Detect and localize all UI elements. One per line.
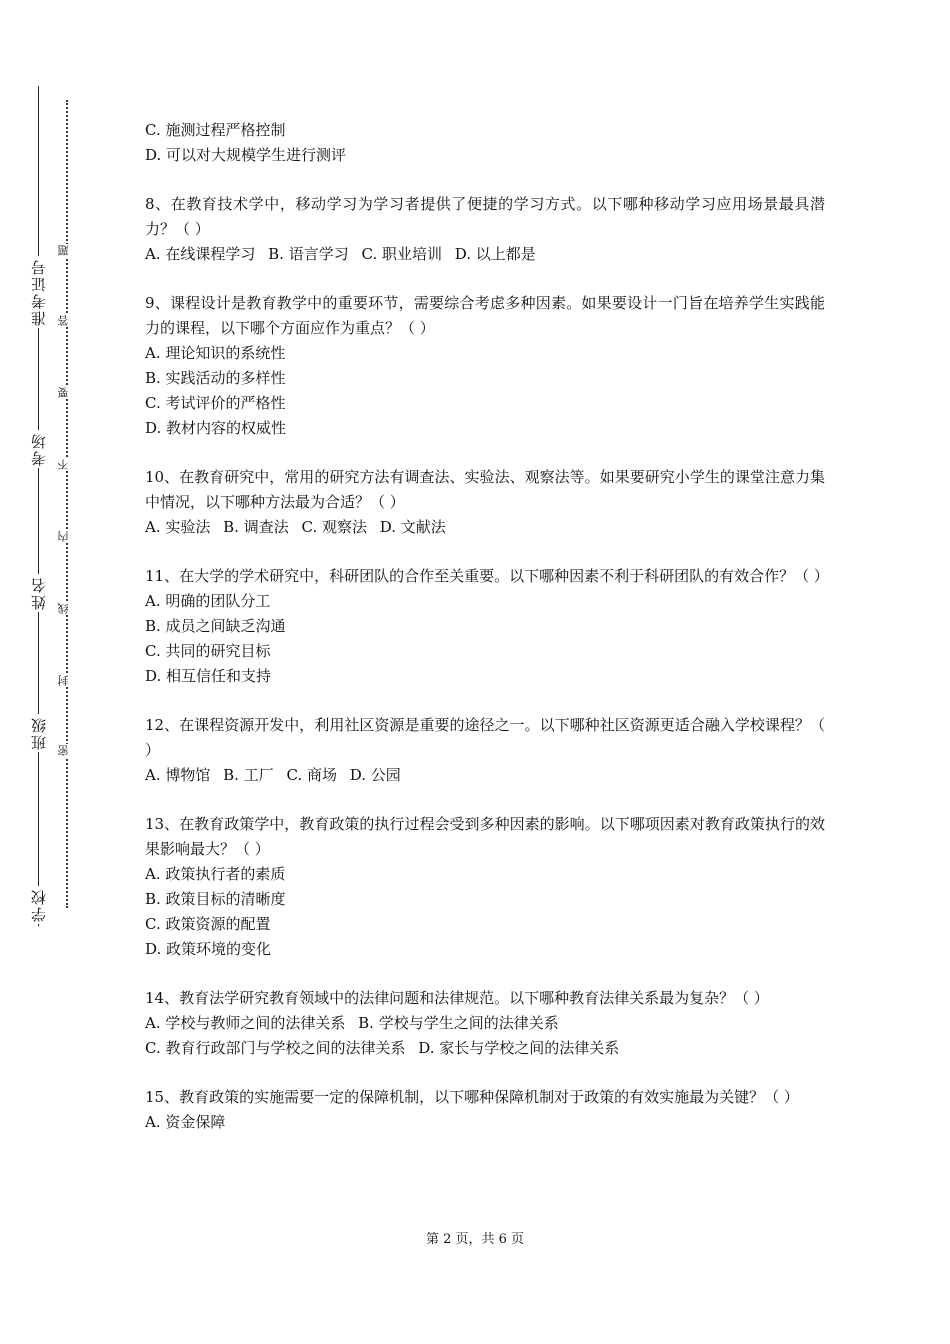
option: D. 文献法: [379, 518, 446, 536]
option: B. 工厂: [223, 766, 274, 784]
binding-line: [38, 86, 39, 926]
field-name: [22, 574, 56, 612]
question-8: [145, 192, 825, 267]
option: B. 政策目标的清晰度: [145, 890, 286, 908]
option: B. 实践活动的多样性: [145, 369, 286, 387]
option: C. 共同的研究目标: [145, 642, 271, 660]
field-school-label: 学校: [30, 888, 48, 922]
option: A. 政策执行者的素质: [145, 865, 286, 883]
field-class-label: 班级: [30, 716, 48, 750]
option: D. 可以对大规模学生进行测评: [145, 146, 347, 164]
page-footer: 第 2 页，共 6 页: [425, 1232, 525, 1247]
field-exam-number-label: 准考证号: [30, 258, 48, 326]
option: D. 相互信任和支持: [145, 667, 272, 685]
option-row: [145, 1036, 825, 1061]
seal-char: 封: [58, 674, 74, 687]
question-7-continued: [145, 118, 825, 168]
option: B. 调查法: [223, 518, 289, 536]
option: C. 政策资源的配置: [145, 915, 271, 933]
field-exam-room: [22, 430, 56, 468]
option-row: [145, 1011, 825, 1036]
field-exam-number: [22, 256, 56, 328]
question-13: [145, 812, 825, 962]
option: B. 成员之间缺乏沟通: [145, 617, 286, 635]
seal-char: 答: [58, 314, 74, 327]
question-11: [145, 564, 829, 689]
question-stem: 13、在教育政策学中，教育政策的执行过程会受到多种因素的影响。以下哪项因素对教育政策执行的效果影响最大？（ ）: [145, 815, 825, 858]
seal-dotted-line: [66, 100, 68, 908]
option: D. 以上都是: [454, 245, 536, 263]
question-stem: 11、在大学的学术研究中，科研团队的合作至关重要。以下哪种因素不利于科研团队的有效合作？（ ）: [145, 567, 829, 585]
option-row: [145, 242, 825, 267]
seal-char: 线: [58, 602, 74, 615]
field-exam-room-label: 考场: [30, 432, 48, 466]
option-row: [145, 763, 825, 788]
question-stem: 8、在教育技术学中，移动学习为学习者提供了便捷的学习方式。以下哪种移动学习应用场景最具潜力？（ ）: [145, 195, 825, 238]
option: A. 理论知识的系统性: [145, 344, 286, 362]
question-stem: 12、在课程资源开发中，利用社区资源是重要的途径之一。以下哪种社区资源更适合融入学校课程？（ ）: [145, 716, 825, 759]
question-list: [145, 118, 829, 1159]
field-school: [22, 886, 56, 924]
option: D. 家长与学校之间的法律关系: [418, 1039, 620, 1057]
seal-char: 要: [58, 386, 74, 399]
option: C. 职业培训: [361, 245, 442, 263]
option: A. 资金保障: [145, 1113, 226, 1131]
field-name-label: 姓名: [30, 576, 48, 610]
option: C. 考试评价的严格性: [145, 394, 286, 412]
option-row: [145, 515, 825, 540]
question-15: [145, 1085, 825, 1135]
seal-char: 不: [58, 458, 74, 471]
option: B. 学校与学生之间的法律关系: [358, 1014, 559, 1032]
option: A. 实验法: [145, 518, 211, 536]
question-10: [145, 465, 825, 540]
question-14: [145, 986, 825, 1061]
option: D. 公园: [349, 766, 401, 784]
question-stem: 15、教育政策的实施需要一定的保障机制，以下哪种保障机制对于政策的有效实施最为关键？（ ）: [145, 1088, 799, 1106]
field-class: [22, 714, 56, 752]
option: A. 学校与教师之间的法律关系: [145, 1014, 346, 1032]
option: C. 观察法: [301, 518, 367, 536]
question-12: [145, 713, 825, 788]
question-9: [145, 291, 825, 441]
option: C. 教育行政部门与学校之间的法律关系: [145, 1039, 406, 1057]
question-stem: 9、课程设计是教育教学中的重要环节，需要综合考虑多种因素。如果要设计一门旨在培养学生实践能力的课程，以下哪个方面应作为重点？（ ）: [145, 294, 825, 337]
option: C. 商场: [286, 766, 337, 784]
option: A. 博物馆: [145, 766, 211, 784]
seal-char: 密: [58, 744, 74, 757]
option: C. 施测过程严格控制: [145, 121, 286, 139]
option: A. 在线课程学习: [145, 245, 256, 263]
seal-char: 题: [58, 244, 74, 257]
option: A. 明确的团队分工: [145, 592, 271, 610]
question-stem: 14、教育法学研究教育领域中的法律问题和法律规范。以下哪种教育法律关系最为复杂？（ ）: [145, 989, 769, 1007]
option: D. 政策环境的变化: [145, 940, 272, 958]
question-stem: 10、在教育研究中，常用的研究方法有调查法、实验法、观察法等。如果要研究小学生的课堂注意力集中情况，以下哪种方法最为合适？（ ）: [145, 468, 825, 511]
seal-char: 内: [58, 530, 74, 543]
option: D. 教材内容的权威性: [145, 419, 287, 437]
option: B. 语言学习: [268, 245, 349, 263]
